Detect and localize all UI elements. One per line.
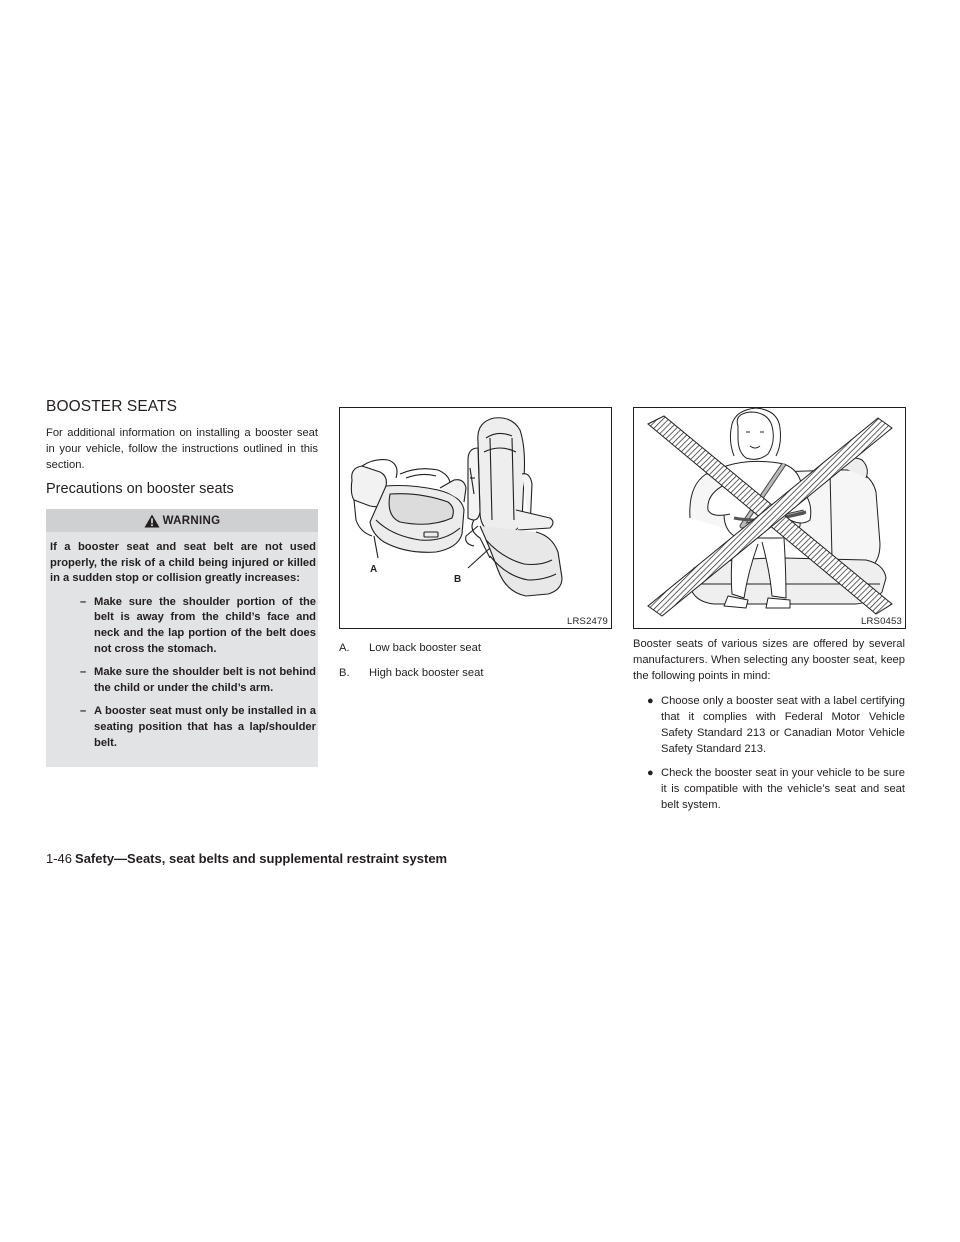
- caption-item: [339, 665, 610, 681]
- warning-triangle-icon: [144, 514, 160, 528]
- caption-item: [339, 640, 610, 656]
- booster-seats-illustration: [339, 407, 612, 629]
- incorrect-belt-illustration: [633, 407, 906, 629]
- bullet-item: [647, 765, 905, 813]
- bullet-icon: ●: [647, 695, 654, 707]
- warning-box: [46, 509, 318, 767]
- incorrect-belt-drawing: [634, 408, 905, 628]
- caption-text: High back booster seat: [369, 667, 484, 679]
- callout-b: B: [454, 574, 462, 585]
- section-intro: For additional information on installing a booster seat in your vehicle, follow the instructions outlined in this section.: [46, 427, 318, 471]
- bullet-text: Check the booster seat in your vehicle to be sure it is compatible with the vehicle’s seat and seat belt system.: [661, 767, 905, 811]
- bullet-text: Choose only a booster seat with a label certifying that it complies with Federal Motor Vehicle Safety Standard 213 or Canadian Motor Vehicle Safety Standard 213.: [661, 695, 905, 755]
- warning-item-text: Make sure the shoulder portion of the belt is away from the child’s face and neck and the lap portion of the belt does not cross the stomach.: [94, 595, 316, 655]
- figure-code: LRS0453: [860, 616, 902, 627]
- warning-lead: If a booster seat and seat belt are not used properly, the risk of a child being injured or killed in a sudden stop or collision greatly increases:: [50, 541, 316, 585]
- warning-item: – Make sure the shoulder belt is not behind the child or under the child’s arm.: [80, 665, 316, 696]
- section-title: BOOSTER SEATS: [46, 398, 178, 415]
- left-column: [46, 398, 318, 767]
- page-number: 1-46: [46, 851, 73, 866]
- caption-text: Low back booster seat: [369, 642, 481, 654]
- right-column: [633, 636, 905, 821]
- callout-a: A: [370, 564, 378, 575]
- warning-item: – A booster seat must only be installed in a seating position that has a lap/shoulder belt.: [80, 704, 316, 751]
- booster-seats-drawing: [340, 408, 611, 628]
- warning-item: – Make sure the shoulder portion of the belt is away from the child’s face and neck and the lap portion of the belt does not cross the stomach.: [80, 595, 316, 657]
- selection-intro: Booster seats of various sizes are offered by several manufacturers. When selecting any booster seat, keep the following points in mind:: [633, 638, 905, 682]
- caption-key: A.: [339, 642, 350, 654]
- bullet-item: [647, 693, 905, 757]
- warning-header: [46, 509, 318, 532]
- warning-heading: WARNING: [162, 514, 221, 527]
- figure-code: LRS2479: [566, 616, 608, 627]
- chapter-title: Safety—Seats, seat belts and supplemental restraint system: [75, 851, 448, 866]
- warning-body: [46, 532, 318, 751]
- bullet-icon: ●: [647, 767, 654, 779]
- warning-item-text: A booster seat must only be installed in a seating position that has a lap/shoulder belt.: [94, 705, 316, 749]
- page-footer: [46, 851, 447, 866]
- figure-captions: [339, 640, 610, 690]
- warning-item-text: Make sure the shoulder belt is not behind the child or under the child’s arm.: [94, 666, 316, 694]
- precautions-title: Precautions on booster seats: [46, 481, 234, 497]
- caption-key: B.: [339, 667, 350, 679]
